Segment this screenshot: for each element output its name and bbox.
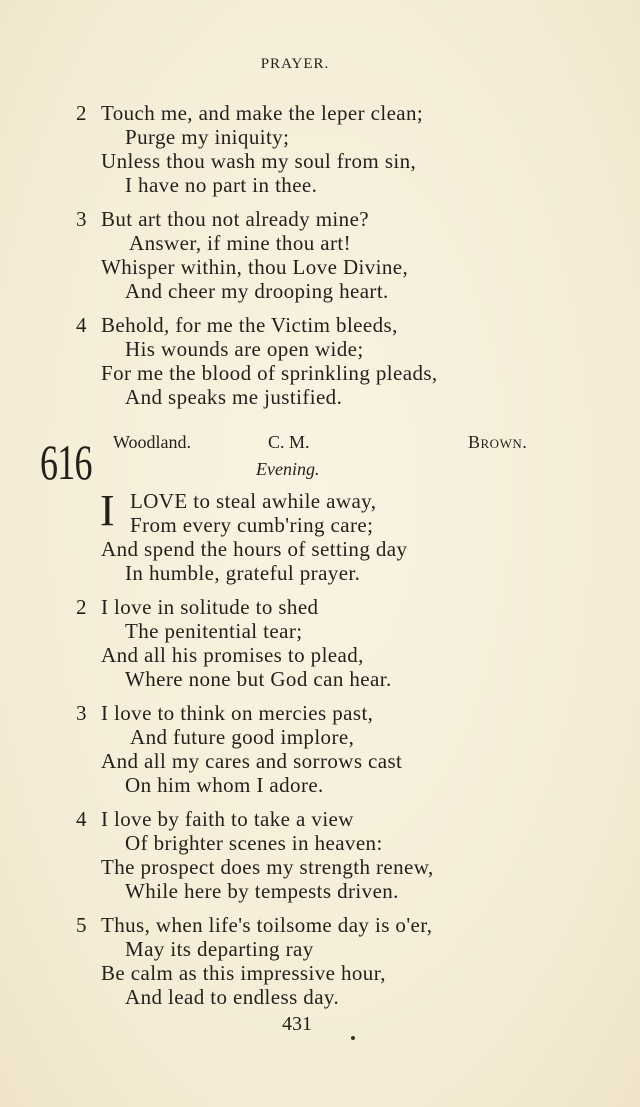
verse-line: I love in solitude to shed: [101, 595, 319, 619]
verse-line: And future good implore,: [130, 725, 355, 749]
verse-line: On him whom I adore.: [125, 773, 324, 797]
verse-line: Behold, for me the Victim bleeds,: [101, 313, 398, 337]
verse-line: Be calm as this impressive hour,: [101, 961, 386, 985]
meter: C. M.: [268, 432, 310, 452]
drop-cap: I: [100, 486, 115, 535]
verse-line: From every cumb'ring care;: [130, 513, 374, 537]
verse-line: And spend the hours of setting day: [101, 537, 408, 561]
verse-line: Of brighter scenes in heaven:: [125, 831, 383, 855]
verse-number: 4: [76, 807, 87, 831]
verse-line: And all his promises to plead,: [101, 643, 364, 667]
verse-number: 2: [76, 101, 87, 125]
verse-number: 3: [76, 207, 87, 231]
verse-line: In humble, grateful prayer.: [125, 561, 361, 585]
verse-line: The prospect does my strength renew,: [101, 855, 434, 879]
verse-line: Whisper within, thou Love Divine,: [101, 255, 409, 279]
verse-line: But art thou not already mine?: [101, 207, 370, 231]
page-number: 431: [282, 1013, 312, 1035]
verse-line: Thus, when life's toilsome day is o'er,: [101, 913, 433, 937]
verse-line: And lead to endless day.: [125, 985, 340, 1009]
verse-line: May its departing ray: [125, 937, 314, 961]
verse-number: 4: [76, 313, 87, 337]
verse-number: 2: [76, 595, 87, 619]
verse-line: I love by faith to take a view: [101, 807, 354, 831]
verse-line: Unless thou wash my soul from sin,: [101, 149, 417, 173]
tune-name: Woodland.: [113, 432, 192, 452]
verse-line: The penitential tear;: [125, 619, 303, 643]
verse-line: And speaks me justified.: [125, 385, 343, 409]
verse-line: LOVE to steal awhile away,: [130, 489, 377, 513]
verse-line: Purge my iniquity;: [125, 125, 290, 149]
verse-line: I love to think on mercies past,: [101, 701, 374, 725]
running-head: PRAYER.: [260, 56, 330, 72]
verse-line: His wounds are open wide;: [125, 337, 364, 361]
ink-dot: [351, 1036, 355, 1040]
verse-line: Answer, if mine thou art!: [129, 231, 352, 255]
verse-number: 3: [76, 701, 87, 725]
composer: Brown.: [468, 432, 528, 452]
verse-line: And cheer my drooping heart.: [125, 279, 389, 303]
hymn-subtitle: Evening.: [256, 459, 320, 479]
verse-line: While here by tempests driven.: [125, 879, 399, 903]
verse-line: For me the blood of sprinkling pleads,: [101, 361, 438, 385]
verse-number: 5: [76, 913, 87, 937]
hymn-number: 616: [40, 434, 92, 490]
verse-line: Where none but God can hear.: [125, 667, 392, 691]
verse-line: I have no part in thee.: [125, 173, 318, 197]
verse-line: Touch me, and make the leper clean;: [101, 101, 424, 125]
verse-line: And all my cares and sorrows cast: [101, 749, 403, 773]
